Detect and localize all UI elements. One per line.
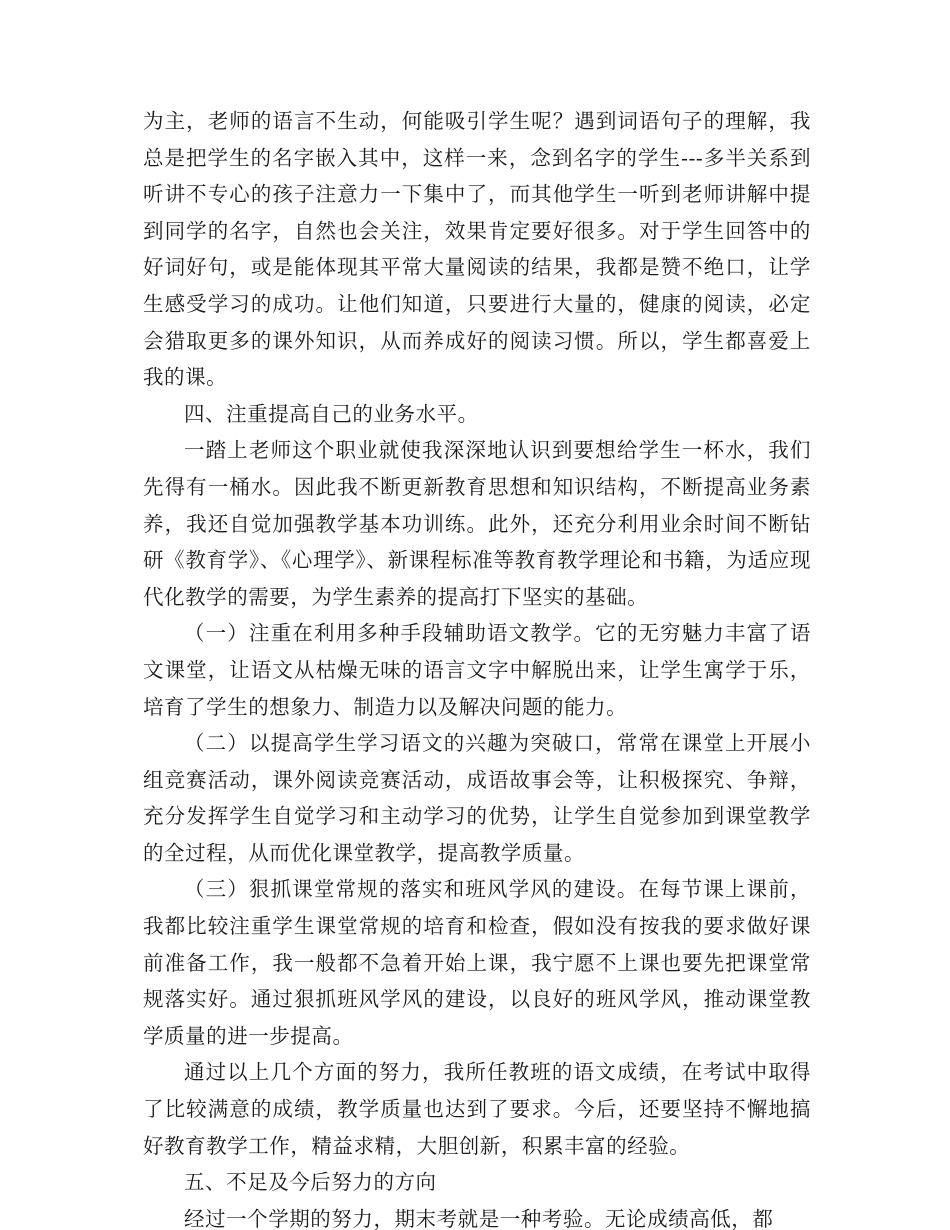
paragraph-6: 通过以上几个方面的努力，我所任教班的语文成绩，在考试中取得了比较满意的成绩，教学质量也达到了要求。今后，还要坚持不懈地搞好教育教学工作，精益求精，大胆创新，积累丰富的经验。 — [143, 1060, 811, 1158]
paragraph-7: 经过一个学期的努力，期末考就是一种考验。无论成绩高低，都 — [184, 1206, 774, 1230]
paragraph-4: （二）以提高学生学习语文的兴趣为突破口，常常在课堂上开展小组竞赛活动，课外阅读竞赛活动，成语故事会等，让积极探究、争辩，充分发挥学生自觉学习和主动学习的优势，让学生自觉参加到课堂教学的全过程，从而优化课堂教学，提高教学质量。 — [143, 731, 811, 865]
paragraph-1: 为主，老师的语言不生动，何能吸引学生呢？遇到词语句子的理解，我总是把学生的名字嵌入其中，这样一来，念到名字的学生---多半关系到听讲不专心的孩子注意力一下集中了，而其他学生一听到老师讲解中提到同学的名字，自然也会关注，效果肯定要好很多。对于学生回答中的好词好句，或是能体现其平常大量阅读的结果，我都是赞不绝口，让学生感受学习的成功。让他们知道，只要进行大量的，健康的阅读，必定会猎取更多的课外知识，从而养成好的阅读习惯。所以，学生都喜爱上我的课。 — [143, 109, 811, 390]
document-body — [143, 103, 811, 1230]
paragraph-2: 一踏上老师这个职业就使我深深地认识到要想给学生一杯水，我们先得有一桶水。因此我不断更新教育思想和知识结构，不断提高业务素养，我还自觉加强教学基本功训练。此外，还充分利用业余时间不断钻研《教育学》、《心理学》、新课程标准等教育教学理论和书籍，为适应现代化教学的需要，为学生素养的提高打下坚实的基础。 — [143, 438, 811, 609]
section-heading-5: 五、不足及今后努力的方向 — [184, 1170, 437, 1195]
paragraph-3: （一）注重在利用多种手段辅助语文教学。它的无穷魅力丰富了语文课堂，让语文从枯燥无味的语言文字中解脱出来，让学生寓学于乐，培育了学生的想象力、制造力以及解决问题的能力。 — [143, 621, 811, 719]
paragraph-5: （三）狠抓课堂常规的落实和班风学风的建设。在每节课上课前，我都比较注重学生课堂常规的培育和检查，假如没有按我的要求做好课前准备工作，我一般都不急着开始上课，我宁愿不上课也要先把课堂常规落实好。通过狠抓班风学风的建设，以良好的班风学风，推动课堂教学质量的进一步提高。 — [143, 877, 811, 1048]
section-heading-4: 四、注重提高自己的业务水平。 — [184, 401, 479, 426]
